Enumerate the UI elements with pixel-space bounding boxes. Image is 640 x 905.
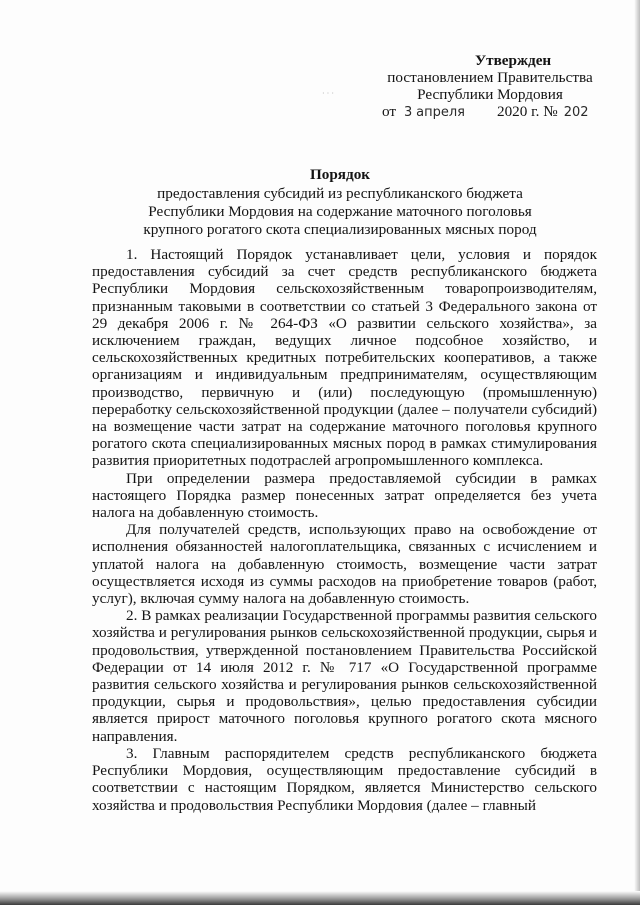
- scan-speck: · · ·: [322, 89, 334, 98]
- paragraph-3: Для получателей средств, использующих право на освобождение от исполнения обязанностей налогоплательщика, связанных с исчислением и уплатой налога на добавленную стоимость, возмещение части затрат осуществляется исходя из суммы расходов на приобретение товаров (работ, услуг), включая сумму налога на добавленную стоимость.: [92, 521, 597, 608]
- document-title: Порядок: [309, 166, 371, 183]
- date-year: 2020 г. №: [496, 103, 558, 120]
- scan-edge-bottom: [0, 891, 640, 905]
- document-number-handwritten: 202: [563, 105, 589, 120]
- date-day-handwritten: 3: [404, 105, 413, 120]
- approval-line-1: постановлением Правительства: [387, 69, 593, 86]
- date-month-handwritten: апреля: [416, 105, 465, 120]
- paragraph-1: 1. Настоящий Порядок устанавливает цели, условия и порядок предоставления субсидий за счет средств республиканского бюджета Республики Мордовия сельскохозяйственным товаропроизводителям, признанным таковыми в соответствии со статьей 3 Федерального закона от 29 декабря 2006 г. № 264-ФЗ «О развитии сельского хозяйства», за исключением граждан, ведущих личное подсобное хозяйство, и сельскохозяйственных кредитных потребительских кооперативов, а также организациям и индивидуальным предпринимателям, осуществляющим производство, первичную и (или) последующую (промышленную) переработку сельскохозяйственной продукции (далее – получатели субсидий) на возмещение части затрат на содержание маточного поголовья крупного рогатого скота специализированных мясных пород в рамках стимулирования развития приоритетных подотраслей агропромышленного комплекса.: [92, 246, 597, 470]
- approval-stamp-block: [370, 52, 610, 121]
- scan-edge-right: [634, 0, 640, 905]
- approval-heading: Утвержден: [475, 52, 552, 69]
- paragraph-5: 3. Главным распорядителем средств республиканского бюджета Республики Мордовия, осуществляющим предоставление субсидий в соответствии с настоящим Порядком, является Министерство сельского хозяйства и продовольствия Республики Мордовия (далее – главный: [92, 744, 597, 814]
- approval-line-2: Республики Мордовия: [417, 86, 563, 103]
- document-body: [92, 246, 597, 814]
- paragraph-2: При определении размера предоставляемой субсидии в рамках настоящего Порядка размер понесенных затрат определяется без учета налога на добавленную стоимость.: [92, 469, 597, 522]
- approval-date-line: [370, 103, 610, 121]
- document-title-block: [90, 166, 590, 239]
- date-prefix: от: [382, 103, 397, 120]
- title-line-3: крупного рогатого скота специализированных мясных пород: [143, 221, 537, 238]
- paragraph-4: 2. В рамках реализации Государственной программы развития сельского хозяйства и регулирования рынков сельскохозяйственной продукции, сырья и продовольствия, утвержденной постановлением Правительства Российской Федерации от 14 июля 2012 г. № 717 «О Государственной программе развития сельского хозяйства и регулирования рынков сельскохозяйственной продукции, сырья и продовольствия», целью предоставления субсидии является прирост маточного поголовья крупного рогатого скота мясного направления.: [92, 607, 597, 745]
- title-line-1: предоставления субсидий из республиканского бюджета: [157, 185, 523, 202]
- title-line-2: Республики Мордовия на содержание маточного поголовья: [148, 203, 532, 220]
